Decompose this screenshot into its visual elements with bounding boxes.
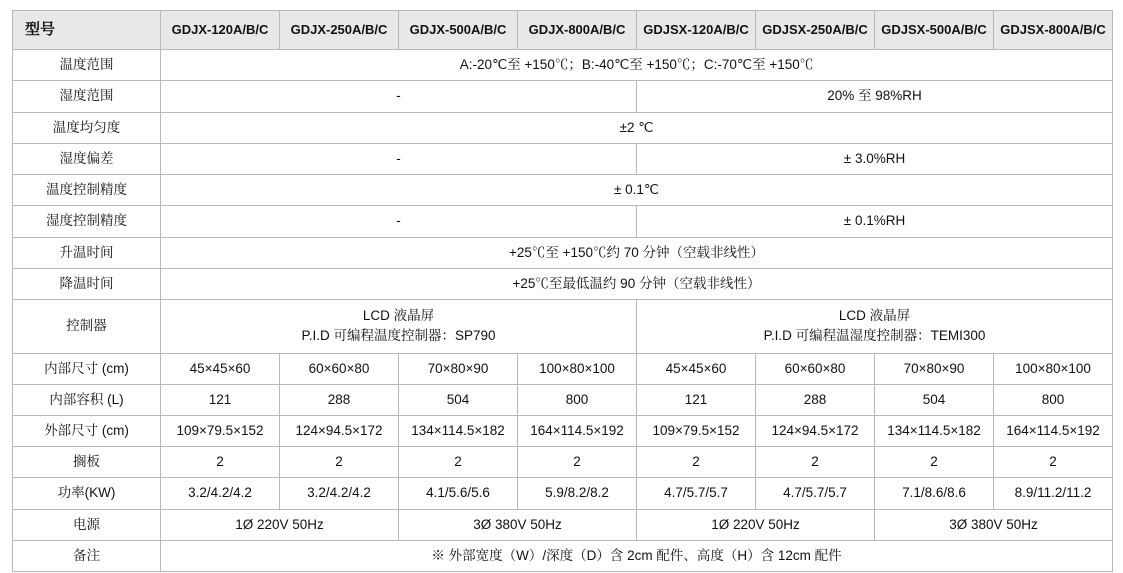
row-label: 温度控制精度	[13, 175, 161, 206]
table-cell: ± 3.0%RH	[637, 143, 1113, 174]
row-label: 温度均匀度	[13, 112, 161, 143]
table-cell: ※ 外部宽度（W）/深度（D）含 2cm 配件、高度（H）含 12cm 配件	[161, 540, 1113, 571]
row-label: 控制器	[13, 300, 161, 354]
row-label: 功率(KW)	[13, 478, 161, 509]
table-row	[13, 50, 1113, 81]
header-label-model: 型号	[13, 11, 161, 50]
table-cell	[637, 300, 1113, 354]
row-label: 降温时间	[13, 268, 161, 299]
row-label: 内部容积 (L)	[13, 384, 161, 415]
table-cell: 124×94.5×172	[756, 415, 875, 446]
table-cell: ±2 ℃	[161, 112, 1113, 143]
row-label: 搁板	[13, 447, 161, 478]
table-cell: 164×114.5×192	[518, 415, 637, 446]
cell-line-1: LCD 液晶屏	[362, 308, 435, 323]
table-row	[13, 447, 1113, 478]
table-cell: 2	[161, 447, 280, 478]
header-model-4: GDJSX-120A/B/C	[637, 11, 756, 50]
table-cell: 45×45×60	[637, 353, 756, 384]
table-cell: A:-20℃至 +150℃；B:-40℃至 +150℃；C:-70℃至 +150℃	[161, 50, 1113, 81]
table-cell: 121	[637, 384, 756, 415]
table-cell: 164×114.5×192	[994, 415, 1113, 446]
table-row	[13, 143, 1113, 174]
table-cell: 100×80×100	[994, 353, 1113, 384]
row-label: 电源	[13, 509, 161, 540]
table-row	[13, 112, 1113, 143]
table-cell: 1Ø 220V 50Hz	[161, 509, 399, 540]
table-cell: ± 0.1℃	[161, 175, 1113, 206]
table-cell: 109×79.5×152	[637, 415, 756, 446]
table-row	[13, 300, 1113, 354]
table-cell: 60×60×80	[280, 353, 399, 384]
table-cell: 70×80×90	[875, 353, 994, 384]
specification-table	[12, 10, 1113, 572]
table-cell: 4.7/5.7/5.7	[637, 478, 756, 509]
table-cell: 8.9/11.2/11.2	[994, 478, 1113, 509]
table-cell: 3Ø 380V 50Hz	[875, 509, 1113, 540]
table-cell: 20% 至 98%RH	[637, 81, 1113, 112]
table-row	[13, 415, 1113, 446]
table-cell: 800	[994, 384, 1113, 415]
table-cell: 121	[161, 384, 280, 415]
cell-line-2: P.I.D 可编程温度控制器：SP790	[301, 328, 496, 344]
table-row	[13, 81, 1113, 112]
table-row	[13, 175, 1113, 206]
table-cell: -	[161, 81, 637, 112]
table-cell: 1Ø 220V 50Hz	[637, 509, 875, 540]
row-label: 备注	[13, 540, 161, 571]
table-cell: 288	[756, 384, 875, 415]
table-cell: -	[161, 206, 637, 237]
table-cell: 109×79.5×152	[161, 415, 280, 446]
table-row	[13, 384, 1113, 415]
table-row	[13, 237, 1113, 268]
table-header-row	[13, 11, 1113, 50]
table-cell: 45×45×60	[161, 353, 280, 384]
row-label: 升温时间	[13, 237, 161, 268]
header-model-7: GDJSX-800A/B/C	[994, 11, 1113, 50]
table-cell	[161, 300, 637, 354]
table-row	[13, 353, 1113, 384]
table-row	[13, 206, 1113, 237]
table-row	[13, 509, 1113, 540]
table-cell: 124×94.5×172	[280, 415, 399, 446]
table-cell: 100×80×100	[518, 353, 637, 384]
table-cell: 288	[280, 384, 399, 415]
row-label: 温度范围	[13, 50, 161, 81]
cell-line-1: LCD 液晶屏	[838, 308, 911, 323]
table-cell: 70×80×90	[399, 353, 518, 384]
table-header	[13, 11, 1113, 50]
row-label: 湿度范围	[13, 81, 161, 112]
table-cell: 2	[637, 447, 756, 478]
table-cell: 2	[280, 447, 399, 478]
row-label: 内部尺寸 (cm)	[13, 353, 161, 384]
table-cell: 504	[399, 384, 518, 415]
table-cell: 134×114.5×182	[399, 415, 518, 446]
table-cell: 4.7/5.7/5.7	[756, 478, 875, 509]
table-body	[13, 50, 1113, 572]
table-cell: 134×114.5×182	[875, 415, 994, 446]
table-cell: ± 0.1%RH	[637, 206, 1113, 237]
header-model-2: GDJX-500A/B/C	[399, 11, 518, 50]
table-cell: +25℃至最低温约 90 分钟（空载非线性）	[161, 268, 1113, 299]
table-row	[13, 268, 1113, 299]
table-cell: +25℃至 +150℃约 70 分钟（空载非线性）	[161, 237, 1113, 268]
table-cell: 2	[994, 447, 1113, 478]
table-cell: 504	[875, 384, 994, 415]
header-model-6: GDJSX-500A/B/C	[875, 11, 994, 50]
table-cell: 4.1/5.6/5.6	[399, 478, 518, 509]
table-cell: 2	[518, 447, 637, 478]
table-cell: 3Ø 380V 50Hz	[399, 509, 637, 540]
row-label: 湿度控制精度	[13, 206, 161, 237]
header-model-3: GDJX-800A/B/C	[518, 11, 637, 50]
table-cell: -	[161, 143, 637, 174]
row-label: 外部尺寸 (cm)	[13, 415, 161, 446]
table-cell: 2	[756, 447, 875, 478]
table-cell: 3.2/4.2/4.2	[280, 478, 399, 509]
table-cell: 5.9/8.2/8.2	[518, 478, 637, 509]
header-model-5: GDJSX-250A/B/C	[756, 11, 875, 50]
table-cell: 2	[875, 447, 994, 478]
table-cell: 60×60×80	[756, 353, 875, 384]
table-cell: 800	[518, 384, 637, 415]
header-model-1: GDJX-250A/B/C	[280, 11, 399, 50]
table-cell: 7.1/8.6/8.6	[875, 478, 994, 509]
row-label: 湿度偏差	[13, 143, 161, 174]
table-row	[13, 478, 1113, 509]
cell-line-2: P.I.D 可编程温湿度控制器：TEMI300	[763, 328, 986, 344]
table-row	[13, 540, 1113, 571]
header-model-0: GDJX-120A/B/C	[161, 11, 280, 50]
table-cell: 2	[399, 447, 518, 478]
table-cell: 3.2/4.2/4.2	[161, 478, 280, 509]
